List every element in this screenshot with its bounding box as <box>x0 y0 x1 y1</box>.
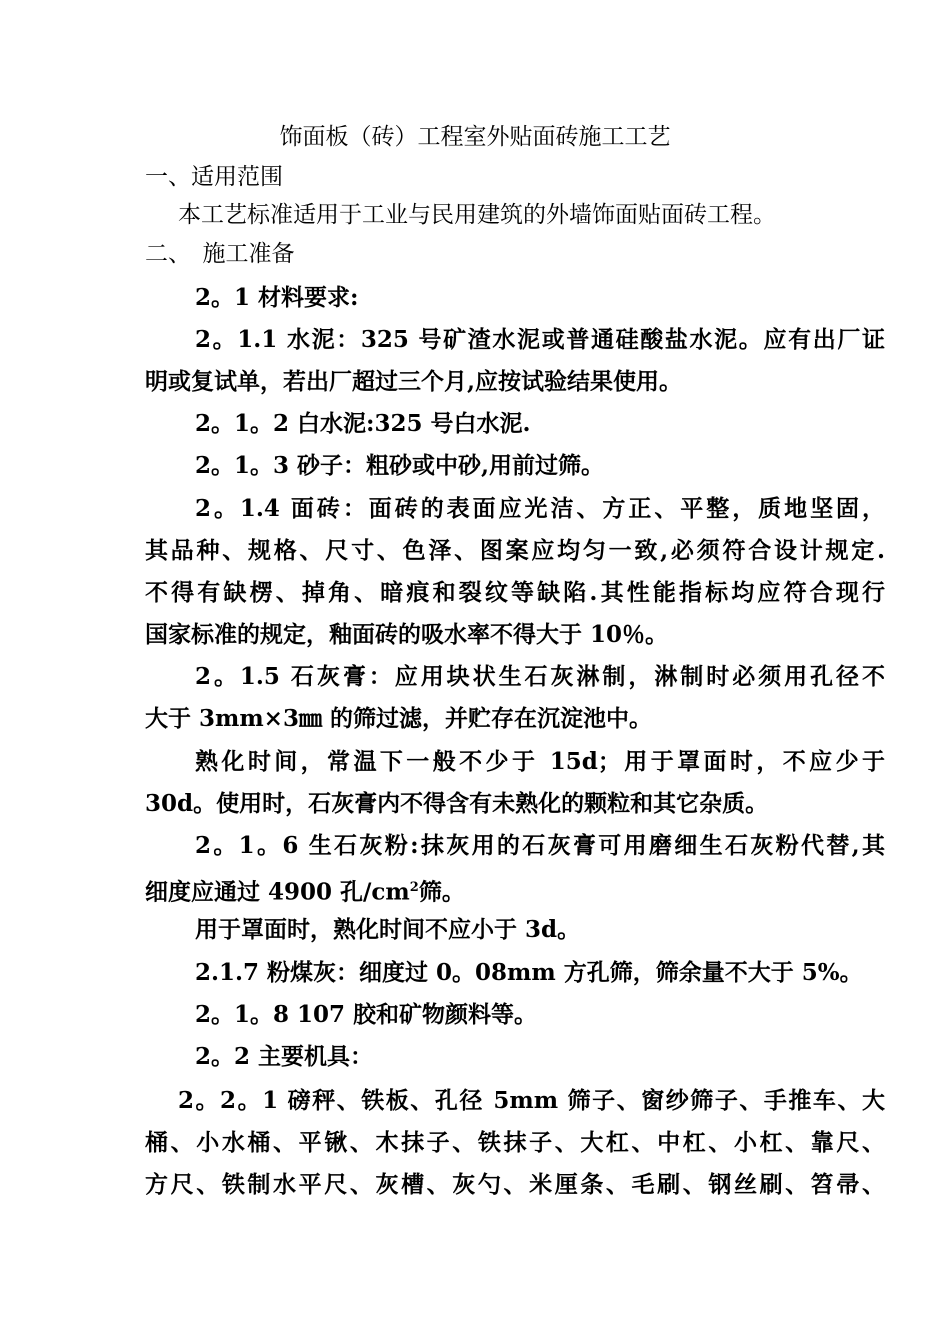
paragraph-tools-line3: 方尺、铁制水平尺、灰槽、灰勺、米厘条、毛刷、钢丝刷、笤帚、 <box>145 1171 885 1198</box>
paragraph-flyash: 2.1.7 粉煤灰：细度过 0。08mm 方孔筛，筛余量不大于 5%。 <box>195 959 863 986</box>
paragraph-quicklime-line3: 用于罩面时，熟化时间不应小于 3d。 <box>195 916 581 943</box>
paragraph-quicklime-line2 <box>145 873 885 908</box>
quicklime-superscript: 2 <box>409 880 419 895</box>
paragraph-tools-line1: 2。2。1 磅秤、铁板、孔径 5mm 筛子、窗纱筛子、手推车、大 <box>178 1087 885 1114</box>
subsection-materials: 2。1 材料要求: <box>195 284 359 311</box>
scope-paragraph: 本工艺标准适用于工业与民用建筑的外墙饰面贴面砖工程。 <box>178 202 776 228</box>
paragraph-lime-line2: 大于 3mm×3㎜ 的筛过滤，并贮存在沉淀池中。 <box>145 705 652 732</box>
paragraph-tile-line4: 国家标准的规定，釉面砖的吸水率不得大于 10％。 <box>145 621 669 648</box>
section-heading-preparation: 二、 施工准备 <box>145 241 295 267</box>
paragraph-tile-line3: 不得有缺楞、掉角、暗痕和裂纹等缺陷.其性能指标均应符合现行 <box>145 579 885 606</box>
paragraph-cement-line1: 2。1.1 水泥：325 号矿渣水泥或普通硅酸盐水泥。应有出厂证 <box>195 326 885 353</box>
paragraph-sand: 2。1。3 砂子：粗砂或中砂,用前过筛。 <box>195 452 605 479</box>
paragraph-lime-line4: 30d。使用时，石灰膏内不得含有未熟化的颗粒和其它杂质。 <box>145 790 769 817</box>
section-heading-scope: 一、适用范围 <box>145 164 283 190</box>
document-title: 饰面板（砖）工程室外贴面砖施工工艺 <box>279 124 671 150</box>
paragraph-lime-line1: 2。1.5 石灰膏：应用块状生石灰淋制，淋制时必须用孔径不 <box>195 663 885 690</box>
quicklime-text-end: 筛。 <box>418 878 465 906</box>
paragraph-cement-line2: 明或复试单，若出厂超过三个月,应按试验结果使用。 <box>145 368 683 395</box>
paragraph-tile-line2: 其品种、规格、尺寸、色泽、图案应均匀一致,必须符合设计规定. <box>145 537 885 564</box>
subsection-main-tools: 2。2 主要机具： <box>195 1043 374 1070</box>
paragraph-white-cement: 2。1。2 白水泥:325 号白水泥. <box>195 410 531 437</box>
quicklime-text-main: 细度应通过 4900 孔/cm <box>145 878 410 906</box>
paragraph-tile-line1: 2。1.4 面砖：面砖的表面应光洁、方正、平整，质地坚固， <box>195 495 885 522</box>
paragraph-tools-line2: 桶、小水桶、平锹、木抹子、铁抹子、大杠、中杠、小杠、靠尺、 <box>145 1129 885 1156</box>
paragraph-lime-line3: 熟化时间，常温下一般不少于 15d；用于罩面时，不应少于 <box>195 748 885 775</box>
paragraph-glue-pigment: 2。1。8 107 胶和矿物颜料等。 <box>195 1001 538 1028</box>
paragraph-quicklime-line1: 2。1。6 生石灰粉:抹灰用的石灰膏可用磨细生石灰粉代替,其 <box>195 832 885 859</box>
